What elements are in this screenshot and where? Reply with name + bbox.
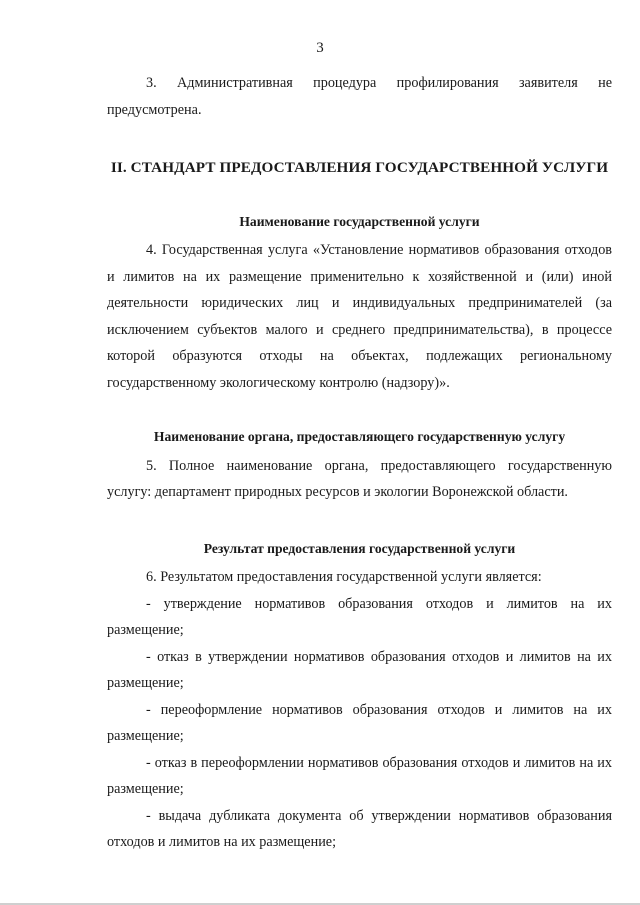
subheading-service-name: Наименование государственной услуги — [239, 213, 480, 229]
subheading-result: Результат предоставления государственной услуги — [203, 540, 516, 556]
list-item: - переоформление нормативов образования отходов и лимитов на их размещение; — [107, 701, 612, 744]
list-item: - отказ в утверждении нормативов образования отходов и лимитов на их размещение; — [107, 648, 612, 691]
paragraph-6: 6. Результатом предоставления государственной услуги является: — [146, 569, 542, 585]
paragraph-5: 5. Полное наименование органа, предоставляющего государственную услугу: департамент природных ресурсов и экологии Воронежской области. — [107, 457, 612, 500]
page-number: 3 — [316, 40, 324, 56]
section-title: II. СТАНДАРТ ПРЕДОСТАВЛЕНИЯ ГОСУДАРСТВЕННОЙ УСЛУГИ — [110, 159, 609, 176]
subheading-organ: Наименование органа, предоставляющего государственную услугу — [153, 429, 566, 444]
document-body — [107, 70, 612, 856]
paragraph-3: 3. Административная процедура профилирования заявителя не предусмотрена. — [107, 75, 612, 118]
list-item: - отказ в переоформлении нормативов образования отходов и лимитов на их размещение; — [107, 754, 612, 797]
paragraph-4: 4. Государственная услуга «Установление нормативов образования отходов и лимитов на их размещение применительно к хозяйственной и (или) иной деятельности юридических лиц и индивидуальных предпринимателей (за исключением субъектов малого и среднего предпринимательства), в процессе которой образуются отходы на объектах, подлежащих региональному государственному экологическому контролю (надзору)». — [107, 242, 612, 391]
list-item: - выдача дубликата документа об утверждении нормативов образования отходов и лимитов на их размещение; — [107, 807, 612, 850]
list-item: - утверждение нормативов образования отходов и лимитов на их размещение; — [107, 595, 612, 638]
